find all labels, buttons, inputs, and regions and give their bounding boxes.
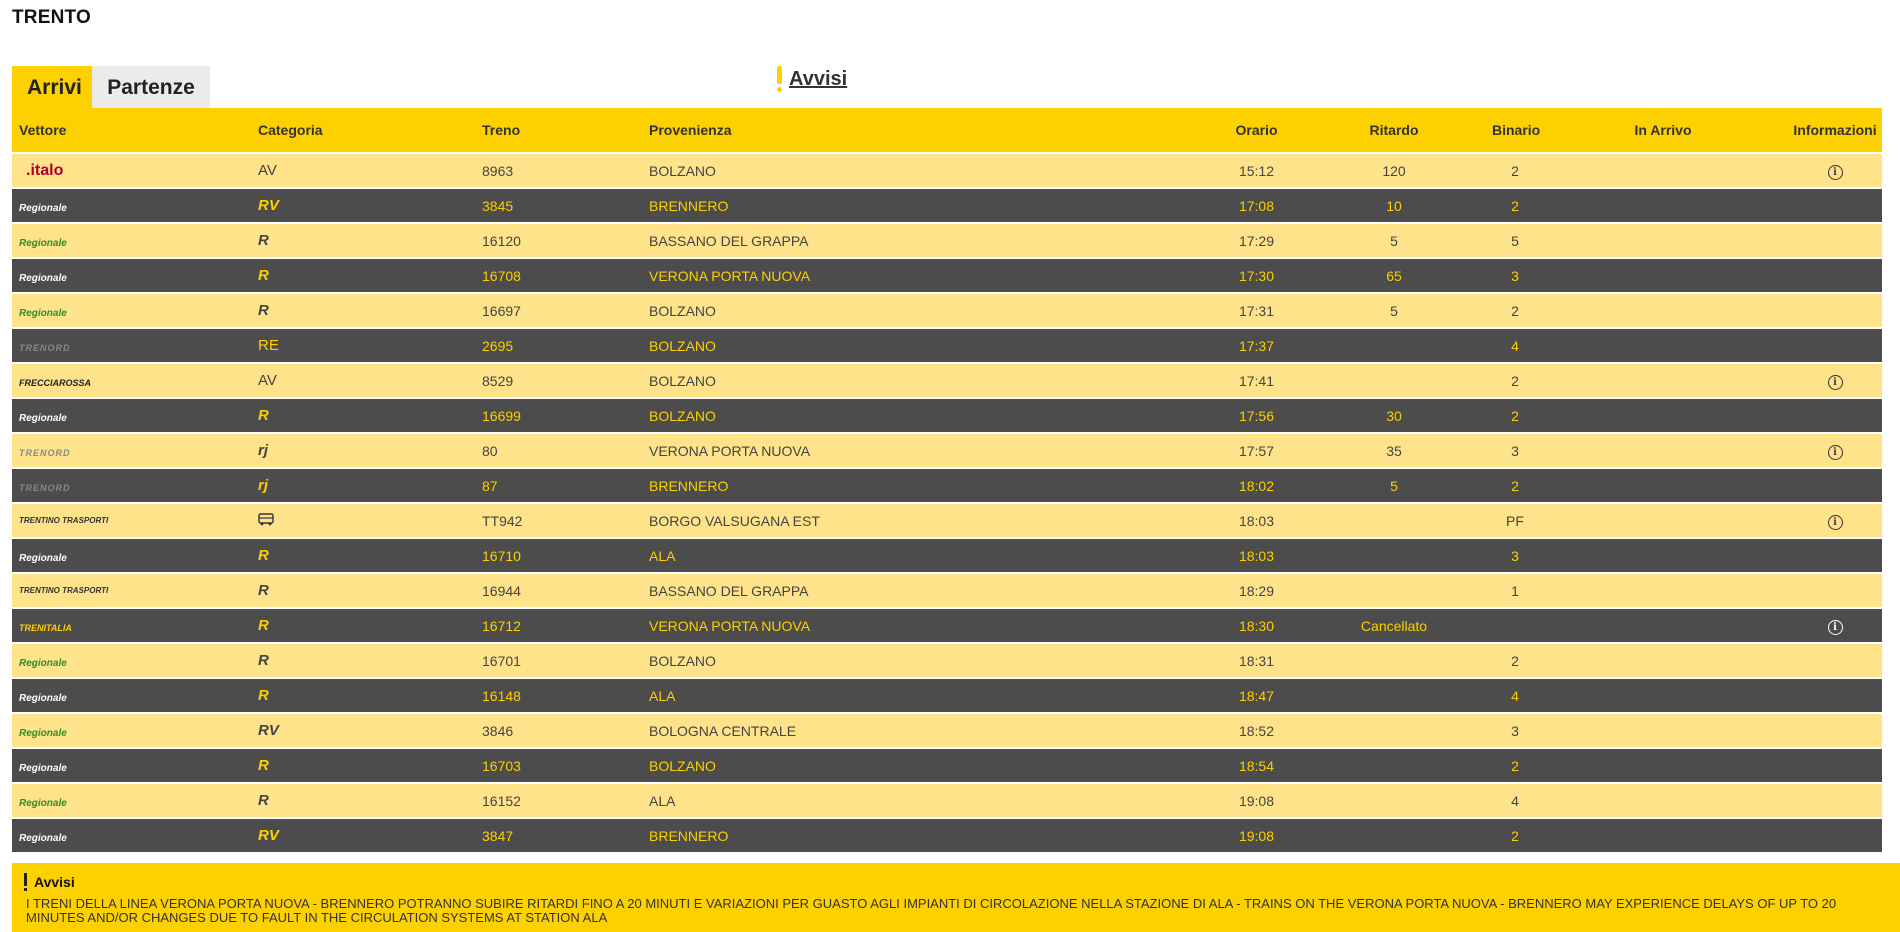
origin-station: ALA <box>649 792 676 809</box>
category-cell <box>251 722 475 739</box>
delay-value: 35 <box>1386 442 1402 459</box>
scheduled-time: 17:30 <box>1238 267 1275 284</box>
category-cell <box>251 687 475 704</box>
origin-station: VERONA PORTA NUOVA <box>649 617 811 634</box>
scheduled-time: 17:31 <box>1238 302 1275 319</box>
carrier-cell <box>12 586 251 595</box>
origin-station: BOLZANO <box>649 302 716 319</box>
platform-value: 2 <box>1511 827 1519 844</box>
carrier-logo: TRENORD <box>19 342 71 353</box>
origin-station: BOLZANO <box>649 337 716 354</box>
train-number: 8529 <box>482 372 514 389</box>
category-cell <box>251 442 475 459</box>
origin-station: VERONA PORTA NUOVA <box>649 267 811 284</box>
origin-station: BASSANO DEL GRAPPA <box>649 232 809 249</box>
info-circle-icon[interactable]: i <box>1828 165 1843 180</box>
scheduled-time: 17:29 <box>1238 232 1275 249</box>
bus-icon <box>258 513 274 529</box>
platform-value: 4 <box>1511 687 1519 704</box>
notice-banner <box>12 863 1900 932</box>
scheduled-time: 18:52 <box>1238 722 1275 739</box>
avvisi-link-label: Avvisi <box>789 67 848 90</box>
delay-value: 10 <box>1386 197 1402 214</box>
origin-station: BRENNERO <box>649 477 729 494</box>
col-vettore: Vettore <box>19 122 67 138</box>
table-row <box>12 714 1882 747</box>
platform-value: 2 <box>1511 302 1519 319</box>
category-label: RV <box>258 197 279 214</box>
delay-value: 30 <box>1386 407 1402 424</box>
category-cell <box>251 197 475 214</box>
category-label: R <box>258 687 269 704</box>
category-cell <box>251 617 475 634</box>
category-label: AV <box>258 372 277 389</box>
origin-station: ALA <box>649 547 676 564</box>
col-ritardo: Ritardo <box>1369 122 1419 138</box>
carrier-cell <box>12 233 251 249</box>
train-number: 87 <box>482 477 498 494</box>
carrier-logo: Regionale <box>19 307 67 319</box>
arrivals-board <box>12 108 1882 852</box>
platform-value: 5 <box>1511 232 1519 249</box>
carrier-cell <box>12 303 251 319</box>
platform-value: PF <box>1506 512 1524 529</box>
category-label: RE <box>258 337 279 354</box>
carrier-logo: TRENORD <box>19 482 71 493</box>
train-number: 16148 <box>482 687 521 704</box>
origin-station: BOLZANO <box>649 372 716 389</box>
carrier-logo: Regionale <box>19 762 67 774</box>
platform-value: 2 <box>1511 652 1519 669</box>
table-row <box>12 434 1882 467</box>
carrier-logo: TRENORD <box>19 447 71 458</box>
notice-text: I TRENI DELLA LINEA VERONA PORTA NUOVA - BRENNERO POTRANNO SUBIRE RITARDI FINO A 20 MINUTI E VARIAZIONI PER GUASTO AGLI IMPIANTI DI CIRCOLAZIONE NELLA STAZIONE DI ALA - TRAINS ON THE VERONA PORTA NUOVA - BRENNERO MAY EXPERIENCE DELAYS OF UP TO 20 MINUTES AND/OR CHANGES DUE TO FAULT IN THE CIRCULATION SYSTEMS AT STATION ALA <box>26 896 1837 925</box>
carrier-logo: Regionale <box>19 272 67 284</box>
category-label: R <box>258 757 269 774</box>
category-cell <box>251 792 475 809</box>
train-number: 3847 <box>482 827 514 844</box>
table-row <box>12 259 1882 292</box>
platform-value: 2 <box>1511 407 1519 424</box>
info-circle-icon[interactable]: i <box>1828 375 1843 390</box>
carrier-logo: Regionale <box>19 412 67 424</box>
train-number: 16708 <box>482 267 521 284</box>
scheduled-time: 17:41 <box>1238 372 1275 389</box>
scheduled-time: 19:08 <box>1238 792 1275 809</box>
carrier-cell <box>12 162 251 180</box>
origin-station: BORGO VALSUGANA EST <box>649 512 820 529</box>
carrier-cell <box>12 723 251 739</box>
platform-value: 3 <box>1511 267 1519 284</box>
platform-value: 4 <box>1511 792 1519 809</box>
platform-value: 2 <box>1511 197 1519 214</box>
train-number: 16710 <box>482 547 521 564</box>
carrier-cell <box>12 268 251 284</box>
category-label: RV <box>258 827 279 844</box>
carrier-cell <box>12 443 251 459</box>
train-number: 16712 <box>482 617 521 634</box>
carrier-logo: TRENTINO TRASPORTI <box>19 586 109 595</box>
origin-station: BOLOGNA CENTRALE <box>649 722 797 739</box>
carrier-logo: Regionale <box>19 657 67 669</box>
table-row <box>12 154 1882 187</box>
train-number: 3846 <box>482 722 514 739</box>
scheduled-time: 18:02 <box>1238 477 1275 494</box>
platform-value: 3 <box>1511 442 1519 459</box>
train-number: 2695 <box>482 337 514 354</box>
category-cell <box>251 757 475 774</box>
carrier-cell <box>12 478 251 494</box>
col-treno: Treno <box>482 122 521 138</box>
table-row <box>12 644 1882 677</box>
info-cell <box>1788 162 1882 180</box>
category-label: R <box>258 652 269 669</box>
scheduled-time: 18:47 <box>1238 687 1275 704</box>
category-label: R <box>258 302 269 319</box>
category-cell <box>251 302 475 319</box>
info-circle-icon[interactable]: i <box>1828 445 1843 460</box>
table-row <box>12 329 1882 362</box>
category-cell <box>251 827 475 844</box>
train-number: 80 <box>482 442 498 459</box>
info-cell <box>1788 372 1882 390</box>
table-row <box>12 679 1882 712</box>
scheduled-time: 18:03 <box>1238 512 1275 529</box>
station-title: TRENTO <box>12 7 91 28</box>
carrier-logo: FRECCIAROSSA <box>19 377 92 388</box>
carrier-cell <box>12 793 251 809</box>
scheduled-time: 18:31 <box>1238 652 1275 669</box>
board-tabs <box>12 66 210 109</box>
col-provenienza: Provenienza <box>649 122 732 138</box>
category-label: R <box>258 582 269 599</box>
carrier-cell <box>12 548 251 564</box>
col-in-arrivo: In Arrivo <box>1634 122 1692 138</box>
origin-station: BOLZANO <box>649 652 716 669</box>
carrier-logo: TRENITALIA <box>19 622 72 633</box>
col-binario: Binario <box>1492 122 1541 138</box>
train-number: 16120 <box>482 232 521 249</box>
carrier-cell <box>12 618 251 634</box>
platform-value: 2 <box>1511 477 1519 494</box>
carrier-cell <box>12 758 251 774</box>
notice-title <box>24 873 75 891</box>
notice-title-label: Avvisi <box>34 874 75 890</box>
category-cell <box>251 652 475 669</box>
table-row <box>12 469 1882 502</box>
carrier-logo: Regionale <box>19 202 67 214</box>
platform-value: 1 <box>1511 582 1519 599</box>
scheduled-time: 18:30 <box>1238 617 1275 634</box>
scheduled-time: 15:12 <box>1238 162 1275 179</box>
scheduled-time: 17:57 <box>1238 442 1275 459</box>
platform-value: 3 <box>1511 547 1519 564</box>
carrier-cell <box>12 688 251 704</box>
category-cell <box>251 162 475 179</box>
category-label: R <box>258 267 269 284</box>
table-row <box>12 609 1882 642</box>
category-label: rj <box>258 442 269 459</box>
carrier-logo: Regionale <box>19 797 67 809</box>
platform-value: 3 <box>1511 722 1519 739</box>
origin-station: BOLZANO <box>649 407 716 424</box>
carrier-cell <box>12 408 251 424</box>
category-cell <box>251 547 475 564</box>
table-row <box>12 819 1882 852</box>
tab-partenze[interactable]: Partenze <box>92 66 210 109</box>
carrier-logo: Regionale <box>19 727 67 739</box>
platform-value: 2 <box>1511 757 1519 774</box>
category-cell <box>251 407 475 424</box>
exclamation-icon <box>24 873 29 891</box>
category-cell <box>251 477 475 494</box>
delay-value: 5 <box>1390 477 1398 494</box>
category-label: RV <box>258 722 279 739</box>
table-row <box>12 224 1882 257</box>
origin-station: BOLZANO <box>649 162 716 179</box>
col-categoria: Categoria <box>258 122 323 138</box>
category-cell <box>251 513 475 529</box>
carrier-logo: TRENTINO TRASPORTI <box>19 516 109 525</box>
category-cell <box>251 582 475 599</box>
train-number: 8963 <box>482 162 514 179</box>
table-row <box>12 294 1882 327</box>
train-number: TT942 <box>482 512 523 529</box>
scheduled-time: 18:03 <box>1238 547 1275 564</box>
col-orario: Orario <box>1235 122 1278 138</box>
category-cell <box>251 267 475 284</box>
table-row <box>12 749 1882 782</box>
scheduled-time: 17:08 <box>1238 197 1275 214</box>
delay-value: 65 <box>1386 267 1402 284</box>
carrier-cell <box>12 653 251 669</box>
category-label: R <box>258 792 269 809</box>
table-row <box>12 574 1882 607</box>
carrier-cell <box>12 516 251 525</box>
origin-station: BASSANO DEL GRAPPA <box>649 582 809 599</box>
scheduled-time: 19:08 <box>1238 827 1275 844</box>
category-cell <box>251 232 475 249</box>
platform-value: 2 <box>1511 162 1519 179</box>
table-header <box>12 108 1882 152</box>
carrier-cell <box>12 338 251 354</box>
carrier-cell <box>12 373 251 389</box>
scheduled-time: 17:37 <box>1238 337 1275 354</box>
train-number: 16697 <box>482 302 521 319</box>
info-cell <box>1788 442 1882 460</box>
info-cell <box>1788 512 1882 530</box>
carrier-logo: Regionale <box>19 692 67 704</box>
table-row <box>12 539 1882 572</box>
category-label: R <box>258 232 269 249</box>
platform-value: 4 <box>1511 337 1519 354</box>
origin-station: ALA <box>649 687 676 704</box>
info-circle-icon[interactable]: i <box>1828 620 1843 635</box>
table-row <box>12 364 1882 397</box>
origin-station: BRENNERO <box>649 827 729 844</box>
category-label: AV <box>258 162 277 179</box>
scheduled-time: 17:56 <box>1238 407 1275 424</box>
table-row <box>12 504 1882 537</box>
train-number: 16703 <box>482 757 521 774</box>
carrier-cell <box>12 828 251 844</box>
delay-value: Cancellato <box>1360 617 1428 634</box>
avvisi-link[interactable] <box>775 66 847 92</box>
carrier-logo: Regionale <box>19 832 67 844</box>
category-cell <box>251 372 475 389</box>
table-row <box>12 784 1882 817</box>
carrier-cell <box>12 198 251 214</box>
delay-value: 5 <box>1390 232 1398 249</box>
category-cell <box>251 337 475 354</box>
train-number: 16699 <box>482 407 521 424</box>
origin-station: BRENNERO <box>649 197 729 214</box>
table-row <box>12 189 1882 222</box>
train-number: 16944 <box>482 582 521 599</box>
origin-station: VERONA PORTA NUOVA <box>649 442 811 459</box>
category-label: rj <box>258 477 269 494</box>
category-label: R <box>258 547 269 564</box>
table-body <box>12 154 1882 852</box>
origin-station: BOLZANO <box>649 757 716 774</box>
info-circle-icon[interactable]: i <box>1828 515 1843 530</box>
carrier-logo: .italo <box>26 161 64 179</box>
category-label: R <box>258 617 269 634</box>
platform-value: 2 <box>1511 372 1519 389</box>
scheduled-time: 18:29 <box>1238 582 1275 599</box>
carrier-logo: Regionale <box>19 237 67 249</box>
tab-arrivi[interactable]: Arrivi <box>12 66 92 109</box>
delay-value: 120 <box>1382 162 1406 179</box>
category-label: R <box>258 407 269 424</box>
scheduled-time: 18:54 <box>1238 757 1275 774</box>
exclamation-icon <box>775 66 783 92</box>
delay-value: 5 <box>1390 302 1398 319</box>
info-cell <box>1788 617 1882 635</box>
col-informazioni: Informazioni <box>1793 122 1877 138</box>
carrier-logo: Regionale <box>19 552 67 564</box>
table-row <box>12 399 1882 432</box>
train-number: 16701 <box>482 652 521 669</box>
train-number: 3845 <box>482 197 514 214</box>
train-number: 16152 <box>482 792 521 809</box>
